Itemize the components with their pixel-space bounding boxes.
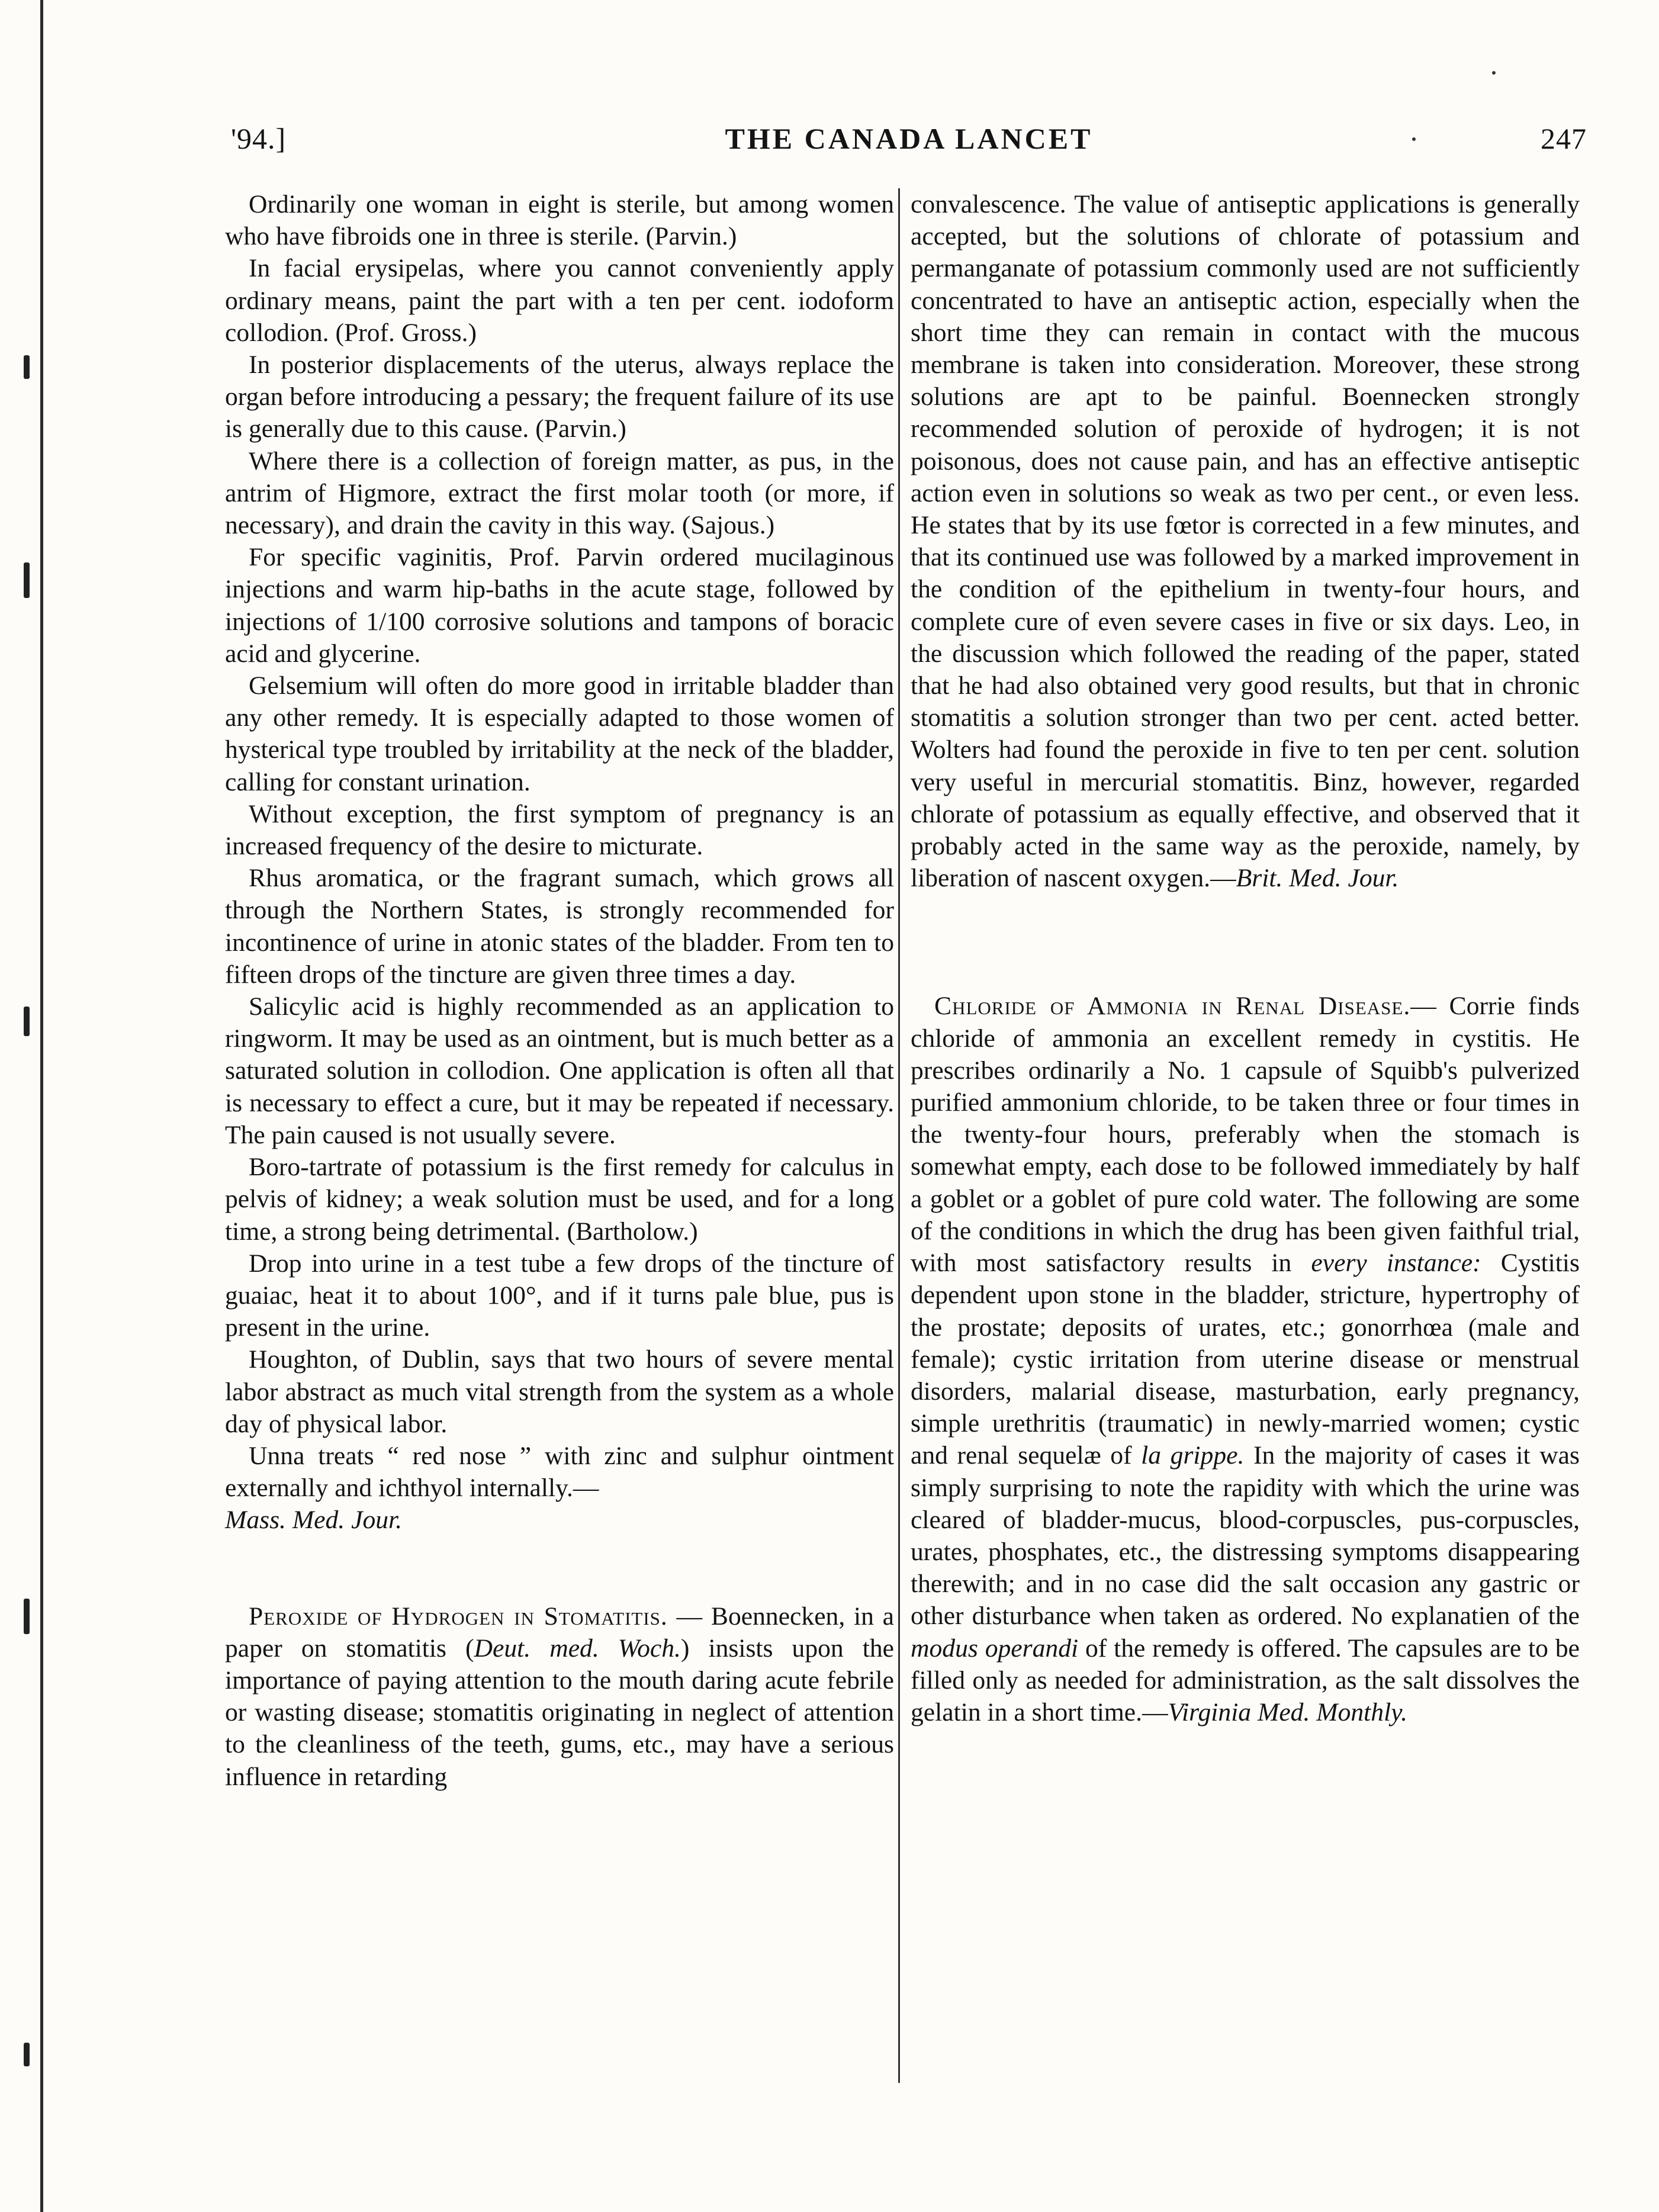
- article-heading: Chloride of Ammonia in Renal Disease.: [934, 992, 1411, 1021]
- paragraph: In facial erysipelas, where you cannot conveniently apply ordinary means, paint the part with a ten per cent. iodoform collodion. (Prof. Gross.): [225, 254, 894, 347]
- paragraph: Rhus aromatica, or the fragrant sumach, which grows all through the Northern States, is strongly recommended for incontinence of urine in atonic states of the bladder. From ten to fifteen drops of the tincture are given three times a day.: [225, 864, 894, 989]
- article-text: — Corrie finds chloride of ammonia an excellent remedy in cystitis. He prescribes ordinarily a No. 1 capsule of Squibb's pulverized purified ammonium chloride, to be taken three or four times in the twenty-four hours, preferably when the stomach is somewhat empty, each dose to be followed immediately by half a goblet or a goblet of pure cold water. The following are some of the conditions in which the drug has been given faithful trial, with most satisfactory results in: [911, 992, 1580, 1278]
- paragraph: Gelsemium will often do more good in irritable bladder than any other remedy. It is especially adapted to those women of hysterical type troubled by irritability at the neck of the bladder, calling for constant urination.: [225, 671, 894, 796]
- paragraph: Boro-tartrate of potassium is the first remedy for calculus in pelvis of kidney; a weak solution must be used, and for a long time, a strong being detrimental. (Bartholow.): [225, 1153, 894, 1246]
- paragraph: Houghton, of Dublin, says that two hours of severe mental labor abstract as much vital strength from the system as a whole day of physical labor.: [225, 1345, 894, 1438]
- article-text: In the majority of cases it was simply surprising to note the rapidity with which the urine was cleared of bladder-mucus, blood-corpuscles, pus-corpuscles, urates, phosphates, etc., the distressing symptoms disappearing therewith; and in no case did the salt occasion any gastric or other disturbance when taken as ordered. No explanatien of the: [911, 1441, 1580, 1631]
- binding-mark: [24, 1007, 30, 1036]
- article-heading: Peroxide of Hydrogen in Stomatitis.: [249, 1602, 668, 1631]
- binding-mark: [24, 2043, 30, 2066]
- article-text: ) insists upon the importance of paying attention to the mouth daring acute febrile or wasting disease; stomatitis originating in neglect of attention to the cleanliness of the teeth, gums, etc., may have a serious influence in retarding: [225, 1634, 894, 1791]
- paragraph: Without exception, the first symptom of pregnancy is an increased frequency of the desire to micturate.: [225, 799, 894, 861]
- article-gap: [911, 894, 1580, 990]
- binding-mark: [24, 355, 30, 379]
- emphasis-text: every instance:: [1311, 1249, 1481, 1278]
- article-gap: [225, 1536, 894, 1600]
- paragraph: Salicylic acid is highly recommended as an application to ringworm. It may be used as an ointment, but is much better as a saturated solution in collodion. One application is often all that is necessary to effect a cure, but it may be repeated if necessary. The pain caused is not usually severe.: [225, 992, 894, 1149]
- article-continuation: [911, 188, 1580, 894]
- article-chloride-ammonia: [911, 990, 1580, 1728]
- source-citation: [225, 1504, 894, 1536]
- paragraph: In posterior displacements of the uterus, always replace the organ before introducing a pessary; the frequent failure of its use is generally due to this cause. (Parvin.): [225, 351, 894, 443]
- binding-mark: [24, 562, 30, 598]
- article-text: Cystitis dependent upon stone in the bladder, stricture, hypertrophy of the prostate; deposits of urates, etc.; gonorrhœa (male and female); cystic irritation from uterine disease or menstrual disorders, malarial disease, masturbation, early pregnancy, simple urethritis (traumatic) in newly-married women; cystic and renal sequelæ of: [911, 1249, 1580, 1470]
- article-citation: Deut. med. Woch.: [474, 1634, 681, 1663]
- article-text: convalescence. The value of antiseptic applications is generally accepted, but the solutions of chlorate of potassium and permanganate of potassium commonly used are not sufficiently concentrated to have an antiseptic action, especially when the short time they can remain in contact with the mucous membrane is taken into consideration. Moreover, these strong solutions are apt to be painful. Boennecken strongly recommended solution of peroxide of hydrogen; it is not poisonous, does not cause pain, and has an effective antiseptic action even in solutions so weak as two per cent., or even less. He states that by its use fœtor is corrected in a few minutes, and that its continued use was followed by a marked improvement in the condition of the epithelium in twenty-four hours, and complete cure of even severe cases in five or six days. Leo, in the discussion which followed the reading of the paper, stated that he had also obtained very good results, but that in chronic stomatitis a solution stronger than two per cent. acted better. Wolters had found the peroxide in five to ten per cent. solution very useful in mercurial stomatitis. Binz, however, regarded chlorate of potassium as equally effective, and observed that it probably acted in the same way as the peroxide, namely, by liberation of nascent oxygen.—: [911, 190, 1580, 893]
- article-text: of the remedy is offered. The capsules are to be filled only as needed for administration, as the salt dissolves the gelatin in a short time.—: [911, 1634, 1580, 1726]
- page-edge-line: [40, 0, 43, 2212]
- emphasis-text: modus operandi: [911, 1634, 1079, 1663]
- source-citation-text: Mass. Med. Jour.: [225, 1506, 403, 1535]
- binding-mark: [24, 1599, 30, 1634]
- paragraph: Drop into urine in a test tube a few drops of the tincture of guaiac, heat it to about 100°, and if it turns pale blue, pus is present in the urine.: [225, 1249, 894, 1342]
- header-year: '94.]: [231, 122, 287, 155]
- print-speck: [1492, 71, 1496, 75]
- paragraph: Unna treats “ red nose ” with zinc and sulphur ointment externally and ichthyol internally.—: [225, 1441, 894, 1503]
- paragraph: For specific vaginitis, Prof. Parvin ordered mucilaginous injections and warm hip-baths in the acute stage, followed by injections of 1/100 corrosive solutions and tampons of boracic acid and glycerine.: [225, 543, 894, 668]
- article-peroxide-hydrogen: [225, 1600, 894, 1793]
- emphasis-text: la grippe.: [1141, 1441, 1245, 1470]
- page-number: 247: [1541, 122, 1587, 155]
- right-column: [911, 188, 1580, 1728]
- paragraph: Where there is a collection of foreign matter, as pus, in the antrim of Higmore, extract the first molar tooth (or more, if necessary), and drain the cavity in this way. (Sajous.): [225, 446, 894, 540]
- column-divider: [898, 188, 900, 2083]
- paragraph: Ordinarily one woman in eight is sterile, but among women who have fibroids one in three is sterile. (Parvin.): [225, 190, 894, 251]
- source-citation: Brit. Med. Jour.: [1236, 864, 1399, 893]
- source-citation: Virginia Med. Monthly.: [1168, 1697, 1408, 1726]
- journal-title: THE CANADA LANCET: [725, 122, 1093, 155]
- article-text: — Boennecken, in a paper on stomatitis (: [225, 1602, 894, 1663]
- page-header: [231, 121, 1587, 169]
- left-column: [225, 188, 894, 1793]
